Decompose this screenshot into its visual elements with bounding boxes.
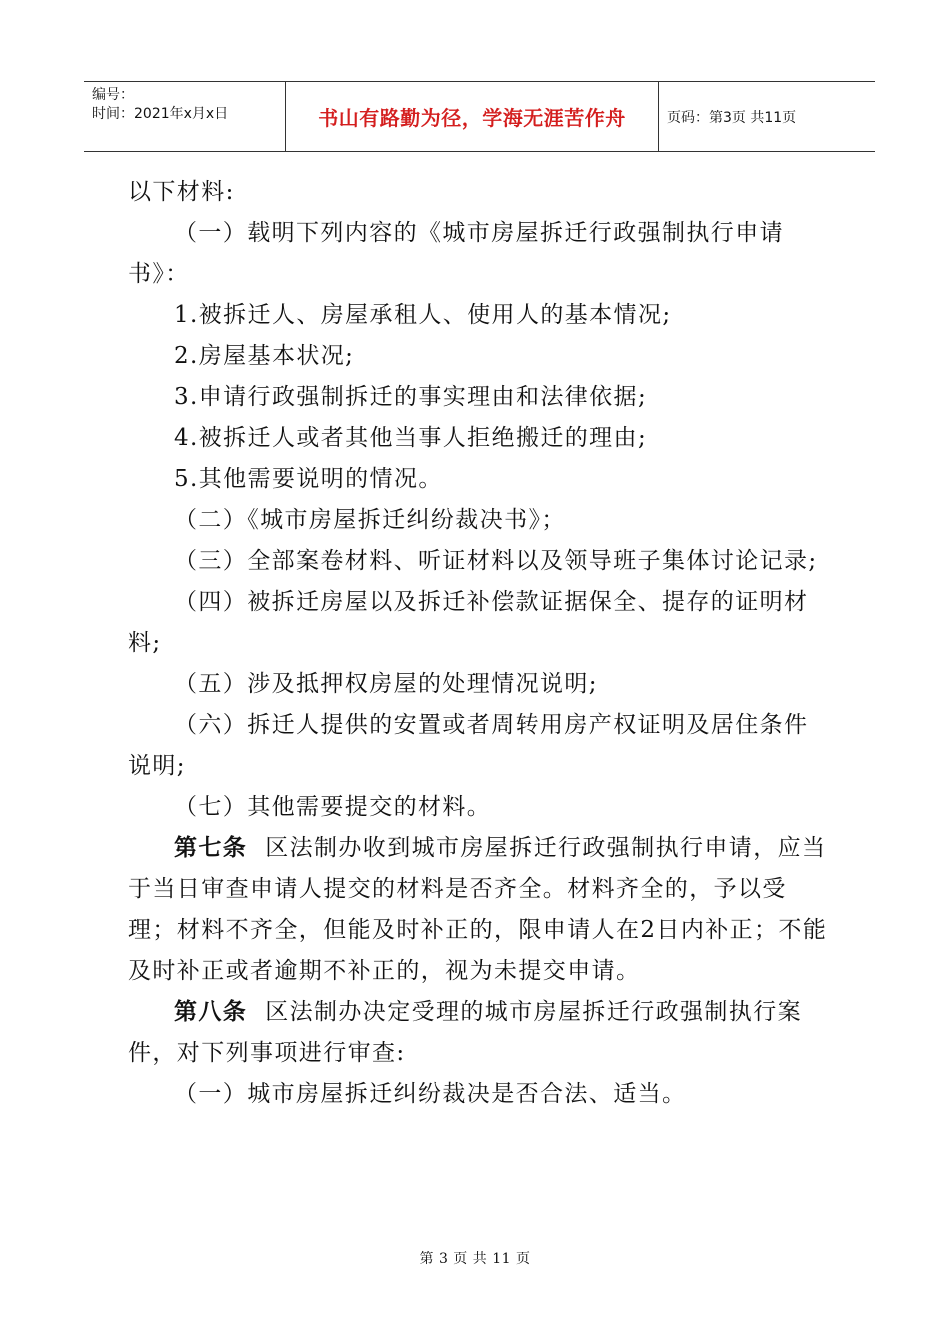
- paragraph: （七）其他需要提交的材料。: [174, 794, 492, 820]
- page-footer: 第 3 页 共 11 页: [419, 1251, 531, 1267]
- paragraph: 以下材料:: [128, 179, 235, 205]
- header-motto-cell: [286, 82, 659, 151]
- document-time-label: 时间：2021年x月x日: [92, 106, 229, 122]
- list-item: 2.房屋基本状况;: [174, 343, 355, 369]
- article-7-text: 区法制办收到城市房屋拆迁行政强制执行申请，应当于当日审查申请人提交的材料是否齐全。材料齐全的，予以受理；材料不齐全，但能及时补正的，限申请人在2日内补正；不能及时补正或者逾期不补正的，视为未提交申请。: [128, 835, 828, 984]
- list-item: 3.申请行政强制拆迁的事实理由和法律依据;: [174, 384, 648, 410]
- document-body: [128, 172, 832, 1115]
- paragraph: （二）《城市房屋拆迁纠纷裁决书》；: [174, 507, 566, 533]
- paragraph: （四）被拆迁房屋以及拆迁补偿款证据保全、提存的证明材料;: [128, 589, 809, 656]
- header-motto: 书山有路勤为径，学海无涯苦作舟: [318, 106, 626, 130]
- paragraph: （六）拆迁人提供的安置或者周转用房产权证明及居住条件说明;: [128, 712, 809, 779]
- paragraph: （五）涉及抵押权房屋的处理情况说明;: [174, 671, 598, 697]
- paragraph: （一）载明下列内容的《城市房屋拆迁行政强制执行申请书》：: [128, 220, 784, 287]
- header-page-number: 页码：第3页 共11页: [667, 109, 797, 126]
- article-8-title: 第八条: [174, 999, 248, 1025]
- article-8: [128, 992, 832, 1074]
- article-8-text: 区法制办决定受理的城市房屋拆迁行政强制执行案件，对下列事项进行审查:: [128, 999, 803, 1066]
- document-number-label: 编号：: [92, 87, 134, 103]
- page-header: [84, 81, 875, 152]
- header-page-cell: [659, 82, 875, 151]
- list-item: 1.被拆迁人、房屋承租人、使用人的基本情况;: [174, 302, 672, 328]
- paragraph: （一）城市房屋拆迁纠纷裁决是否合法、适当。: [174, 1081, 687, 1107]
- list-item: 5.其他需要说明的情况。: [174, 466, 443, 492]
- paragraph: （三）全部案卷材料、听证材料以及领导班子集体讨论记录;: [174, 548, 818, 574]
- article-7: [128, 828, 832, 992]
- article-7-title: 第七条: [174, 835, 248, 861]
- list-item: 4.被拆迁人或者其他当事人拒绝搬迁的理由;: [174, 425, 648, 451]
- header-meta: [84, 82, 286, 151]
